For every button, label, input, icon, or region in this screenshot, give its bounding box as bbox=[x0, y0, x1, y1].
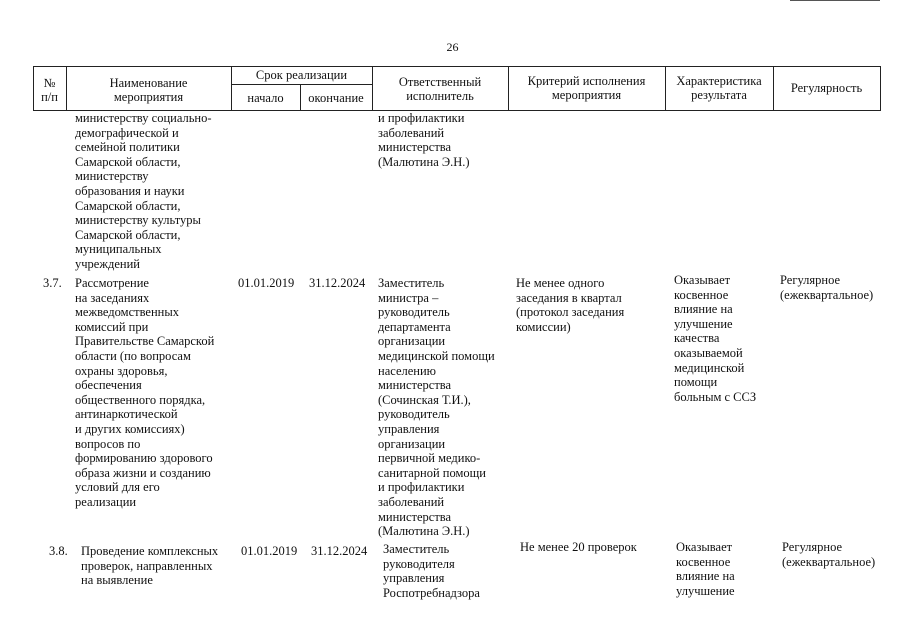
row-regularity: Регулярное (ежеквартальное) bbox=[782, 540, 876, 569]
page-number: 26 bbox=[446, 40, 459, 54]
row-end: 31.12.2024 bbox=[309, 276, 366, 290]
top-rule bbox=[790, 0, 880, 1]
header-start: начало bbox=[247, 91, 284, 105]
header-executor: Ответственный исполнитель bbox=[398, 75, 482, 103]
row-num: 3.8. bbox=[49, 544, 68, 558]
header-top-border bbox=[33, 66, 881, 67]
header-period: Срок реализации bbox=[255, 68, 348, 82]
row-executor: Заместитель руководителя управления Роспотребнадзора bbox=[383, 542, 480, 600]
vline bbox=[880, 66, 881, 111]
row-criterion: Не менее одного заседания в квартал (протокол заседания комиссии) bbox=[516, 276, 625, 334]
row-result: Оказывает косвенное влияние на улучшение качества оказываемой медицинской помощи больным с ССЗ bbox=[674, 273, 757, 404]
row-name: Проведение комплексных проверок, направленных на выявление bbox=[81, 544, 219, 588]
row-result: Оказывает косвенное влияние на улучшение bbox=[676, 540, 735, 598]
header-criterion: Критерий исполнения мероприятия bbox=[527, 74, 646, 102]
header-name: Наименование мероприятия bbox=[109, 76, 188, 104]
row-criterion: Не менее 20 проверок bbox=[520, 540, 637, 554]
row-name: министерству социально- демографической и семейной политики Самарской области, министерству образования и науки Самарской области, министерству культуры Самарской области, муниципальных учреждений bbox=[75, 111, 212, 271]
row-executor: и профилактики заболеваний министерства (Малютина Э.Н.) bbox=[378, 111, 470, 169]
row-executor: Заместитель министра – руководитель департамента организации медицинской помощи населению министерства (Сочинская Т.И.), руководитель управления организации первичной медико- санитарной помощи и профилактики заболеваний министерства (Малютина Э.Н.) bbox=[378, 276, 495, 539]
row-name: Рассмотрение на заседаниях межведомственных комиссий при Правительстве Самарской области (по вопросам охраны здоровья, обеспечения общественного порядка, антинаркотической и других комиссиях) вопросов по формированию здорового образа жизни и созданию условий для его реализации bbox=[75, 276, 215, 509]
table-header bbox=[33, 66, 881, 111]
row-regularity: Регулярное (ежеквартальное) bbox=[780, 273, 874, 302]
row-start: 01.01.2019 bbox=[238, 276, 295, 290]
row-start: 01.01.2019 bbox=[241, 544, 298, 558]
header-end: окончание bbox=[308, 91, 364, 105]
header-result: Характеристика результата bbox=[676, 74, 762, 102]
header-num: № п/п bbox=[41, 76, 58, 104]
row-num: 3.7. bbox=[43, 276, 62, 290]
row-end: 31.12.2024 bbox=[311, 544, 368, 558]
header-regularity: Регулярность bbox=[790, 81, 863, 95]
period-divider bbox=[231, 84, 372, 85]
